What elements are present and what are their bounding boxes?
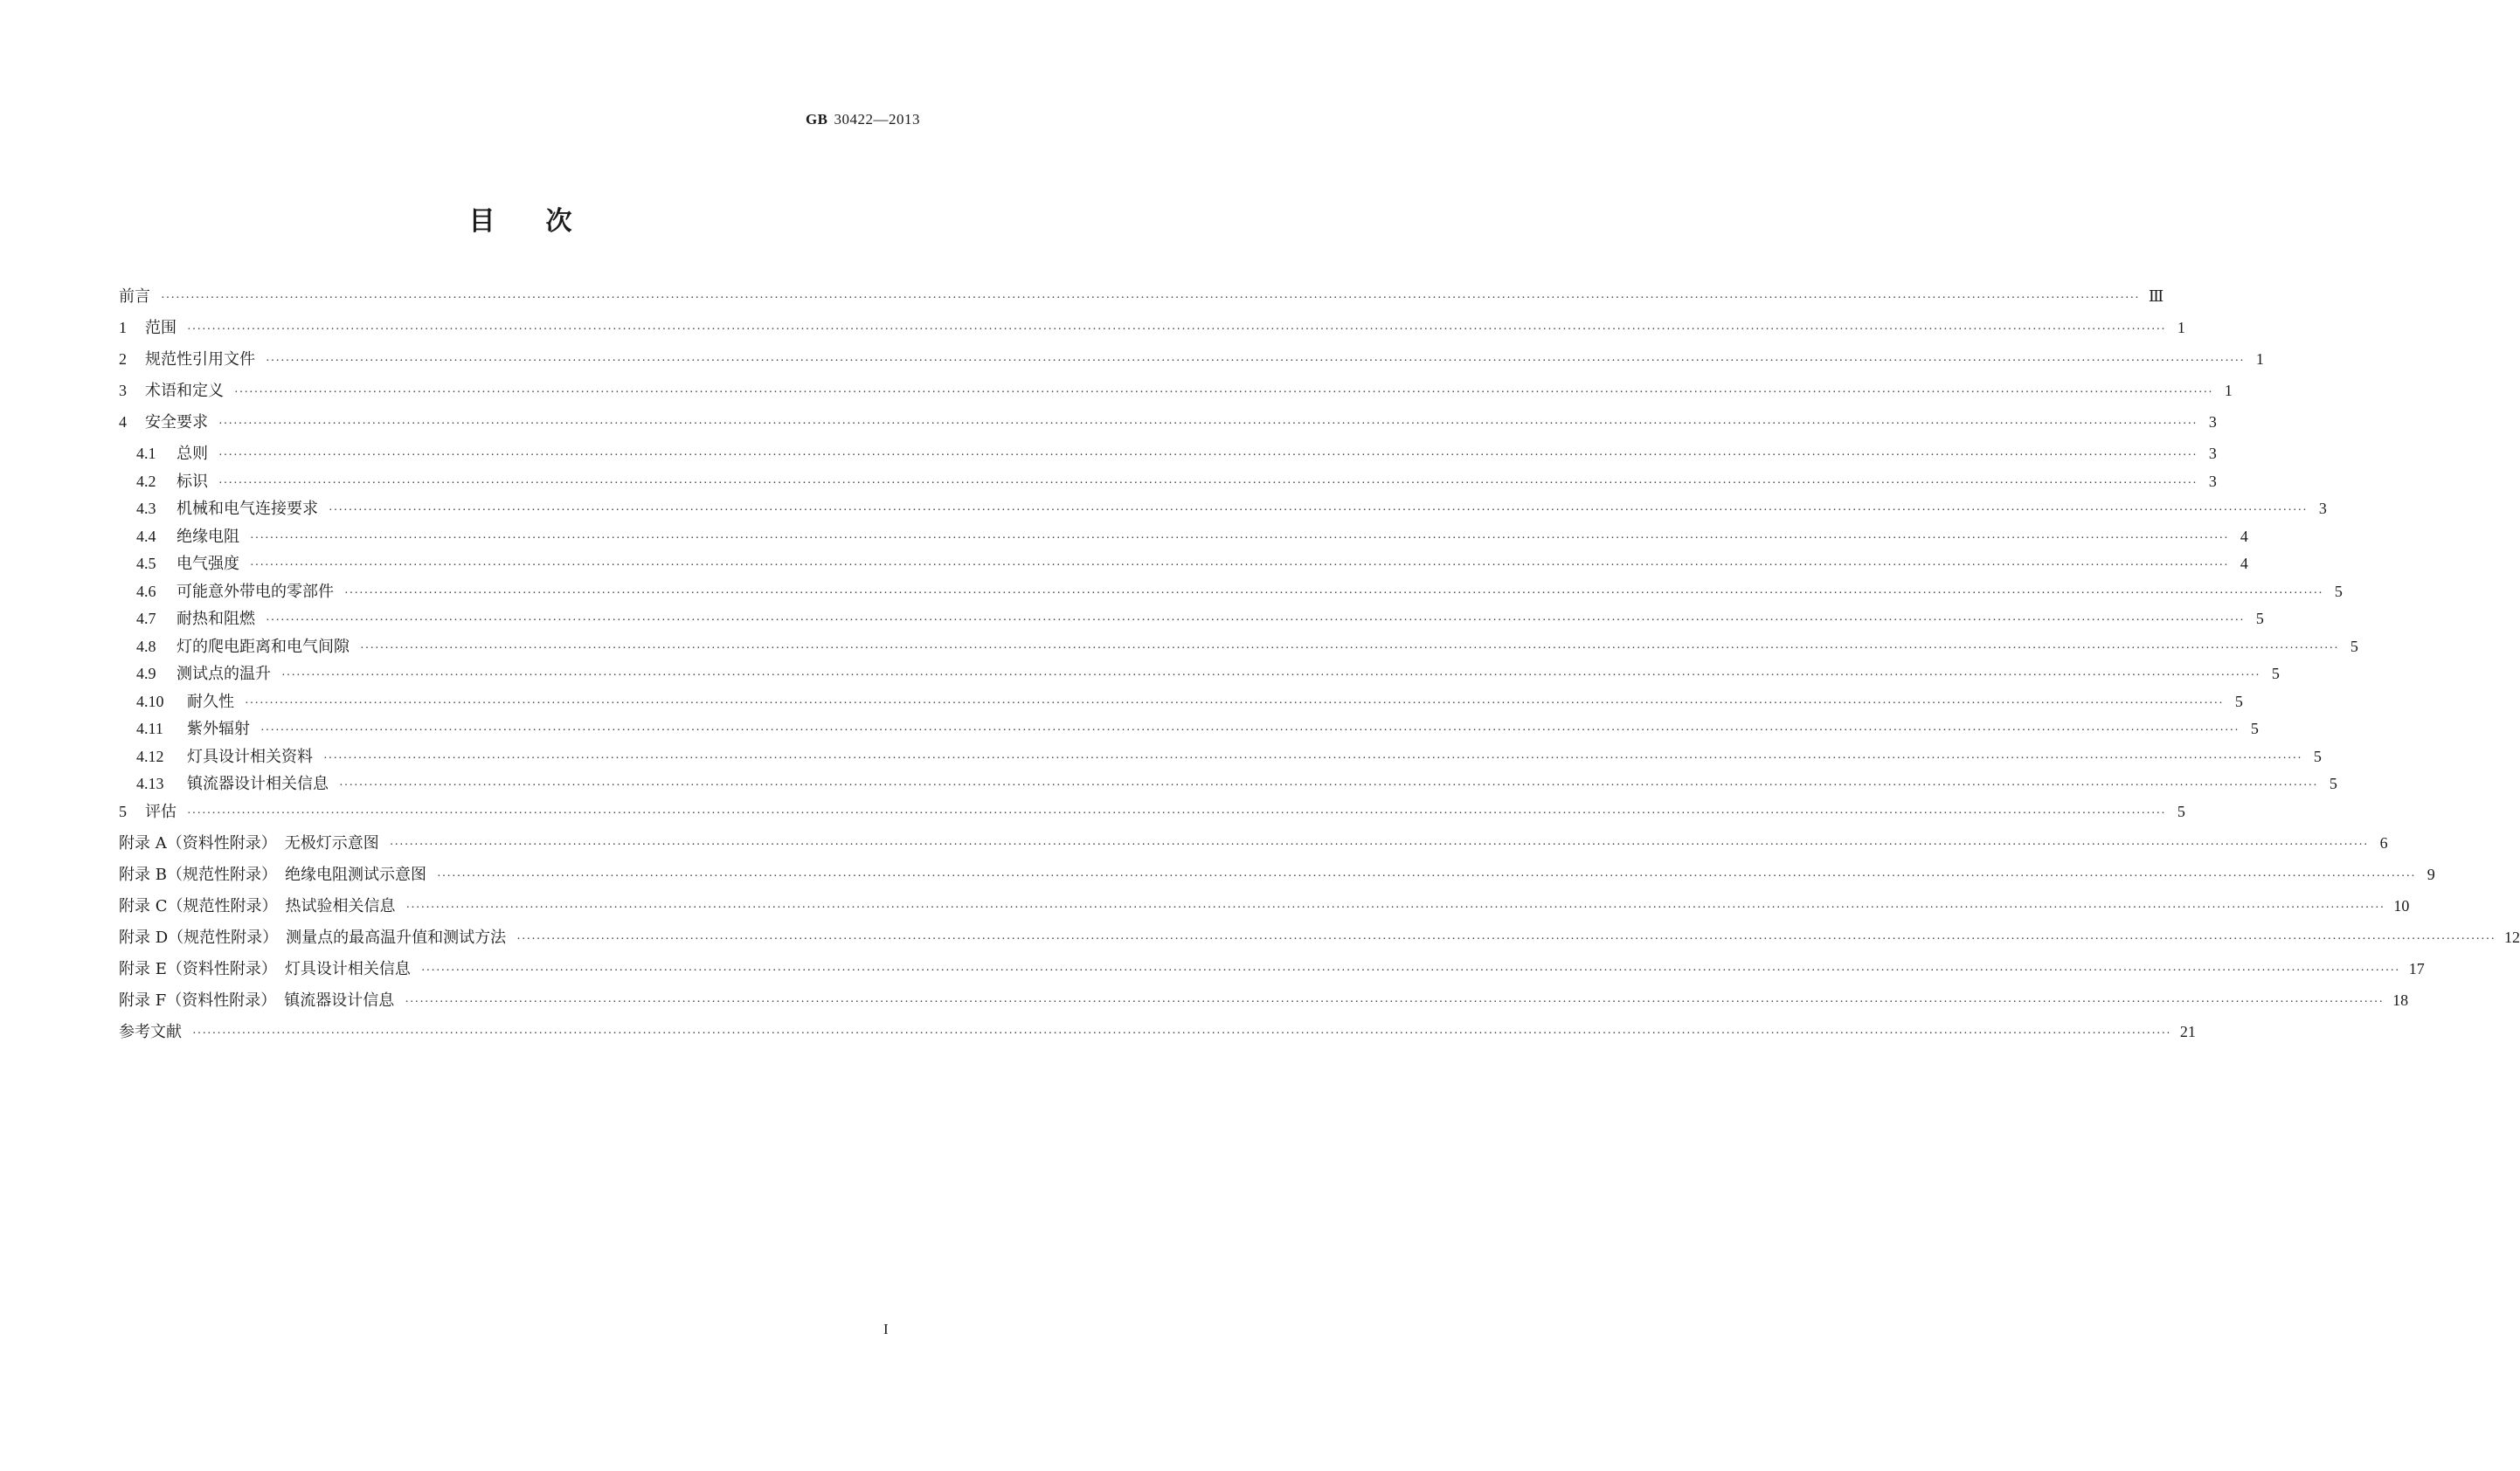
toc-entry-label xyxy=(136,469,208,492)
toc-entry[interactable] xyxy=(119,410,2217,441)
toc-entry-title: 测试点的温升 xyxy=(177,665,271,683)
toc-entry-number: 4.8 xyxy=(136,637,156,655)
page-title: 目次 xyxy=(468,206,623,237)
toc-leader-dots: ················································································································································································································································································································································································································ xyxy=(266,355,2245,368)
toc-entry-page: 5 xyxy=(2255,610,2264,627)
toc-entry-page: 6 xyxy=(2379,833,2388,852)
toc-entry-page: 10 xyxy=(2393,896,2410,915)
toc-entry-label xyxy=(136,606,255,629)
toc-entry[interactable] xyxy=(119,378,2233,410)
toc-entry-label xyxy=(119,284,150,307)
toc-entry-number: 4.10 xyxy=(136,692,164,710)
toc-entry-page: 4 xyxy=(2240,555,2248,572)
toc-entry-label xyxy=(136,716,250,739)
toc-entry-number: 4 xyxy=(119,413,127,431)
toc-entry[interactable] xyxy=(119,347,2264,378)
toc-leader-dots: ················································································································································································································································································································································································································ xyxy=(360,641,2339,655)
toc-leader-dots: ················································································································································································································································································································································································································ xyxy=(218,476,2198,490)
toc-entry-title: 附录 D（规范性附录） 测量点的最高温升值和测试方法 xyxy=(119,928,507,947)
toc-entry-label xyxy=(119,347,255,369)
toc-entry-page: 5 xyxy=(2313,747,2322,765)
toc-leader-dots: ················································································································································································································································································································································································································ xyxy=(192,1026,2171,1040)
toc-entry-page: 1 xyxy=(2177,319,2185,336)
toc-leader-dots: ················································································································································································································································································································································································································ xyxy=(250,559,2229,572)
toc-leader-dots: ················································································································································································································································································································································································································ xyxy=(389,838,2369,852)
toc-leader-dots: ················································································································································································································································································································································································································ xyxy=(266,614,2245,627)
toc-entry-page: 1 xyxy=(2255,350,2264,368)
standard-code xyxy=(806,111,920,128)
toc-entry-page: 12 xyxy=(2504,928,2520,946)
toc-entry-number: 4.13 xyxy=(136,775,164,792)
toc-entry-number: 4.2 xyxy=(136,472,156,490)
toc-entry[interactable] xyxy=(119,634,2358,662)
toc-entry[interactable] xyxy=(119,315,2185,347)
toc-leader-dots: ················································································································································································································································································································································································································ xyxy=(260,724,2240,737)
toc-entry-label xyxy=(136,661,271,684)
toc-entry-page: 3 xyxy=(2208,413,2217,431)
toc-entry-title: 紫外辐射 xyxy=(187,720,250,738)
toc-entry-page: 17 xyxy=(2408,959,2425,977)
toc-leader-dots: ················································································································································································································································································································································································································ xyxy=(339,779,2318,792)
toc-entry-title: 耐热和阻燃 xyxy=(177,610,255,628)
toc-entry-page: 3 xyxy=(2318,500,2327,517)
toc-leader-dots: ················································································································································································································································································································································································································ xyxy=(218,418,2198,431)
toc-entry-label xyxy=(136,744,313,767)
toc-entry-title: 可能意外带电的零部件 xyxy=(177,582,334,601)
toc-entry-label xyxy=(136,441,208,464)
toc-entry[interactable] xyxy=(119,925,2520,956)
toc-entry[interactable] xyxy=(119,894,2410,925)
toc-entry-label xyxy=(136,551,239,574)
toc-entry[interactable] xyxy=(119,716,2259,744)
toc-entry-number: 1 xyxy=(119,319,127,336)
toc-leader-dots: ················································································································································································································································································································································································································ xyxy=(420,963,2400,977)
standard-number: 30422—2013 xyxy=(834,111,920,128)
toc-entry-number: 3 xyxy=(119,382,127,399)
toc-leader-dots: ················································································································································································································································································································································································································ xyxy=(405,901,2385,915)
toc-entry-label xyxy=(119,410,208,432)
toc-entry[interactable] xyxy=(119,1019,2196,1051)
toc-entry-number: 2 xyxy=(119,350,127,368)
toc-entry-label xyxy=(119,378,224,401)
toc-entry-page: 5 xyxy=(2250,720,2259,737)
toc-entry[interactable] xyxy=(119,469,2217,497)
toc-leader-dots: ················································································································································································································································································································································································································ xyxy=(218,449,2198,462)
toc-entry-page: 4 xyxy=(2240,527,2248,545)
toc-leader-dots: ················································································································································································································································································································································································································ xyxy=(245,696,2224,710)
page-number: I xyxy=(883,1321,889,1337)
toc-entry-title: 前言 xyxy=(119,287,150,306)
toc-leader-dots: ················································································································································································································································································································································································································ xyxy=(344,586,2323,600)
toc-entry[interactable] xyxy=(119,689,2243,717)
toc-entry-label xyxy=(119,862,426,885)
toc-entry[interactable] xyxy=(119,744,2322,772)
toc-entry[interactable] xyxy=(119,771,2337,799)
toc-leader-dots: ················································································································································································································································································································································································································ xyxy=(250,531,2229,545)
toc-leader-dots: ················································································································································································································································································································································································································ xyxy=(281,669,2260,682)
toc-entry-page: 3 xyxy=(2208,472,2217,490)
toc-entry-title: 机械和电气连接要求 xyxy=(177,500,318,518)
toc-entry-page: 9 xyxy=(2427,865,2435,883)
toc-entry-title: 规范性引用文件 xyxy=(145,350,255,369)
toc-entry[interactable] xyxy=(119,284,2164,315)
toc-entry[interactable] xyxy=(119,579,2343,607)
toc-entry-label xyxy=(119,894,396,916)
toc-entry-number: 4.9 xyxy=(136,665,156,682)
toc-entry-page: 5 xyxy=(2329,775,2337,792)
toc-entry[interactable] xyxy=(119,988,2409,1019)
toc-entry[interactable] xyxy=(119,862,2435,894)
toc-entry-page: 3 xyxy=(2208,445,2217,462)
toc-entry-number: 5 xyxy=(119,802,127,820)
toc-entry-label xyxy=(136,634,350,657)
toc-entry-number: 4.6 xyxy=(136,582,156,600)
toc-entry-title: 附录 A（资料性附录） 无极灯示意图 xyxy=(119,833,379,853)
toc-entry-page: 18 xyxy=(2392,991,2409,1009)
toc-entry-label xyxy=(136,524,239,547)
toc-entry-title: 评估 xyxy=(145,802,177,821)
toc-entry-title: 参考文献 xyxy=(119,1022,182,1041)
toc-entry[interactable] xyxy=(119,831,2388,862)
toc-entry-label xyxy=(119,925,506,948)
toc-leader-dots: ················································································································································································································································································································································································································ xyxy=(161,292,2140,305)
toc-entry-page: 5 xyxy=(2334,582,2343,600)
toc-entry-title: 耐久性 xyxy=(187,692,234,711)
toc-entry[interactable] xyxy=(119,661,2280,689)
standard-prefix: GB xyxy=(805,111,828,128)
toc-entry-title: 范围 xyxy=(145,319,177,337)
toc-leader-dots: ················································································································································································································································································································································································································ xyxy=(323,751,2302,765)
toc-entry-title: 附录 C（规范性附录） 热试验相关信息 xyxy=(119,896,396,915)
toc-entry-page: 5 xyxy=(2234,692,2243,710)
toc-entry-number: 4.3 xyxy=(136,500,156,517)
toc-leader-dots: ················································································································································································································································································································································································································ xyxy=(329,504,2308,517)
toc-entry-title: 安全要求 xyxy=(145,413,208,432)
toc-entry-label xyxy=(119,1019,182,1042)
toc-entry-label xyxy=(119,988,394,1011)
toc-entry-title: 绝缘电阻 xyxy=(177,527,239,546)
toc-entry-number: 4.4 xyxy=(136,527,156,545)
toc-entry-page: 5 xyxy=(2350,637,2358,655)
toc-leader-dots: ················································································································································································································································································································································································································ xyxy=(187,323,2166,336)
toc-entry[interactable] xyxy=(119,496,2327,524)
toc-entry-number: 4.1 xyxy=(136,445,156,462)
toc-entry-page: 5 xyxy=(2177,802,2185,820)
toc-entry-title: 附录 B（规范性附录） 绝缘电阻测试示意图 xyxy=(119,865,426,884)
toc-entry-page: 21 xyxy=(2179,1022,2196,1040)
toc-leader-dots: ················································································································································································································································································································································································································ xyxy=(436,869,2416,883)
toc-entry[interactable] xyxy=(119,956,2425,988)
toc-entry-number: 4.5 xyxy=(136,555,156,572)
toc-entry-label xyxy=(119,315,177,338)
toc-entry-number: 4.12 xyxy=(136,747,164,765)
toc-leader-dots: ················································································································································································································································································································································································································ xyxy=(234,386,2213,399)
toc-entry[interactable] xyxy=(119,441,2217,469)
toc-leader-dots: ················································································································································································································································································································································································································ xyxy=(405,995,2385,1009)
toc-entry[interactable] xyxy=(119,551,2248,579)
table-of-contents xyxy=(119,284,2520,1051)
toc-entry-number: 4.11 xyxy=(136,720,163,737)
toc-entry-page: 1 xyxy=(2224,382,2233,399)
toc-entry-title: 附录 E（资料性附录） 灯具设计相关信息 xyxy=(119,959,411,978)
toc-entry-label xyxy=(136,689,234,712)
toc-entry-title: 附录 F（资料性附录） 镇流器设计信息 xyxy=(119,991,395,1010)
toc-entry-title: 灯具设计相关资料 xyxy=(187,747,313,766)
toc-entry-number: 4.7 xyxy=(136,610,156,627)
toc-leader-dots: ················································································································································································································································································································································································································ xyxy=(516,932,2496,946)
toc-entry-label xyxy=(119,831,379,853)
toc-entry-page: 5 xyxy=(2271,665,2280,682)
toc-entry-title: 术语和定义 xyxy=(145,382,224,400)
toc-entry-title: 标识 xyxy=(177,472,208,491)
toc-entry-title: 总则 xyxy=(177,445,208,463)
toc-entry[interactable] xyxy=(119,606,2264,634)
toc-entry-title: 电气强度 xyxy=(177,555,239,573)
toc-entry[interactable] xyxy=(119,524,2248,552)
toc-leader-dots: ················································································································································································································································································································································································································ xyxy=(187,806,2166,820)
toc-entry-label xyxy=(119,799,177,822)
toc-entry-label xyxy=(136,496,318,519)
toc-entry-title: 灯的爬电距离和电气间隙 xyxy=(177,637,350,656)
toc-entry-title: 镇流器设计相关信息 xyxy=(187,775,329,793)
toc-entry-label xyxy=(136,771,329,794)
toc-entry-label xyxy=(136,579,334,602)
toc-entry-label xyxy=(119,956,411,979)
toc-entry[interactable] xyxy=(119,799,2185,831)
toc-entry-page: Ⅲ xyxy=(2148,287,2164,305)
